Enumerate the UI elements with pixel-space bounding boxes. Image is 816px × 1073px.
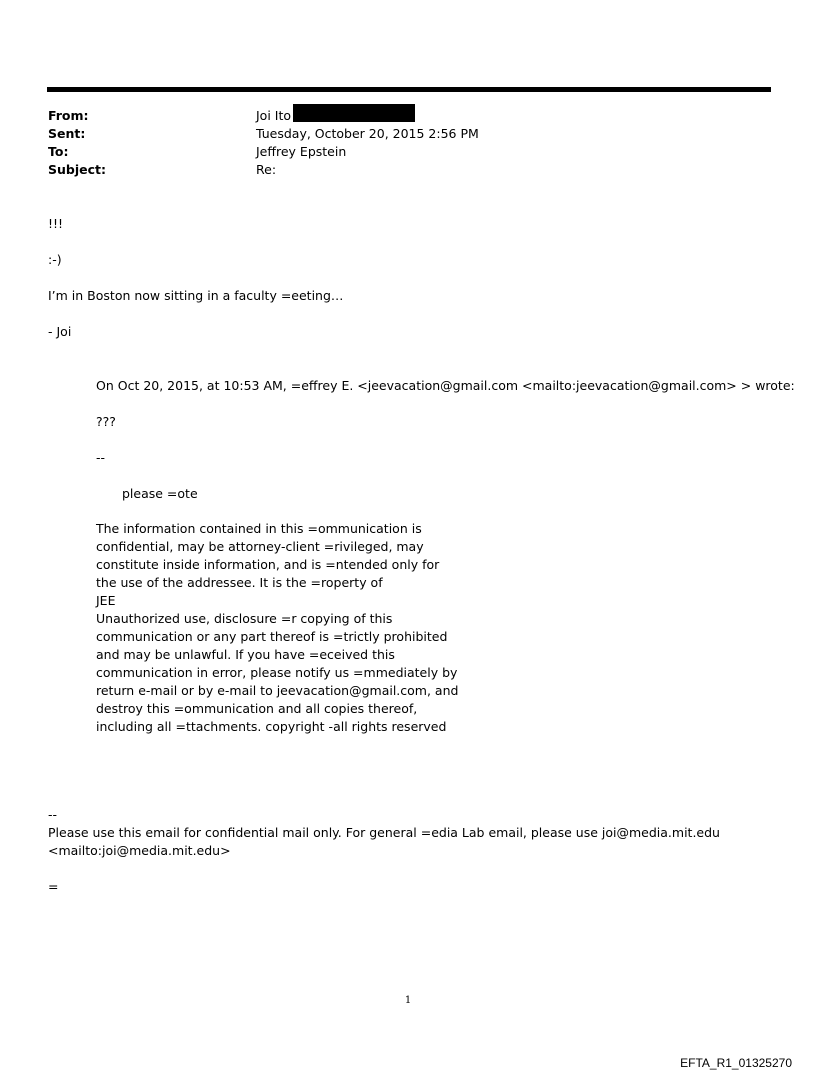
from-name: Joi Ito bbox=[256, 108, 292, 123]
disclaimer-line: The information contained in this =ommunication is bbox=[96, 521, 422, 536]
subject-label: Subject: bbox=[48, 162, 106, 177]
quoted-please-note: please =ote bbox=[122, 486, 198, 501]
disclaimer-line: the use of the addressee. It is the =roperty of bbox=[96, 575, 383, 590]
body-line-boston: I’m in Boston now sitting in a faculty =eeting… bbox=[48, 288, 344, 303]
disclaimer-line: and may be unlawful. If you have =eceived this bbox=[96, 647, 395, 662]
footer-separator: -- bbox=[48, 807, 58, 822]
quoted-intro: On Oct 20, 2015, at 10:53 AM, =effrey E. <jeevacation@gmail.com <mailto:jeevacation@gmail.com> > wrote: bbox=[96, 378, 795, 393]
disclaimer-line: JEE bbox=[96, 593, 116, 608]
disclaimer-line: communication in error, please notify us =mmediately by bbox=[96, 665, 458, 680]
disclaimer-line: communication or any part thereof is =trictly prohibited bbox=[96, 629, 448, 644]
confidentiality-disclaimer bbox=[96, 520, 458, 736]
to-label: To: bbox=[48, 144, 69, 159]
body-line-smiley: :-) bbox=[48, 252, 62, 267]
page-number: 1 bbox=[404, 995, 412, 1006]
body-line-exclaim: !!! bbox=[48, 216, 64, 231]
to-value: Jeffrey Epstein bbox=[256, 144, 347, 159]
header-rule bbox=[47, 87, 771, 92]
sent-value: Tuesday, October 20, 2015 2:56 PM bbox=[256, 126, 479, 141]
quoted-separator: -- bbox=[96, 450, 106, 465]
footer-trailing: = bbox=[48, 879, 59, 894]
disclaimer-line: confidential, may be attorney-client =rivileged, may bbox=[96, 539, 424, 554]
disclaimer-line: return e-mail or by e-mail to jeevacation@gmail.com, and bbox=[96, 683, 459, 698]
disclaimer-line: including all =ttachments. copyright -all rights reserved bbox=[96, 719, 447, 734]
quoted-question: ??? bbox=[96, 414, 116, 429]
redaction-box bbox=[293, 104, 415, 122]
sent-label: Sent: bbox=[48, 126, 86, 141]
subject-value: Re: bbox=[256, 162, 277, 177]
disclaimer-line: Unauthorized use, disclosure =r copying of this bbox=[96, 611, 393, 626]
from-label: From: bbox=[48, 108, 89, 123]
body-signature: - Joi bbox=[48, 324, 72, 339]
document-id: EFTA_R1_01325270 bbox=[680, 1056, 792, 1070]
from-value bbox=[256, 107, 415, 125]
disclaimer-line: destroy this =ommunication and all copies thereof, bbox=[96, 701, 418, 716]
footer-notice-line2: <mailto:joi@media.mit.edu> bbox=[48, 843, 231, 858]
disclaimer-line: constitute inside information, and is =ntended only for bbox=[96, 557, 440, 572]
footer-notice-line1: Please use this email for confidential mail only. For general =edia Lab email, please use joi@media.mit.edu bbox=[48, 825, 720, 840]
